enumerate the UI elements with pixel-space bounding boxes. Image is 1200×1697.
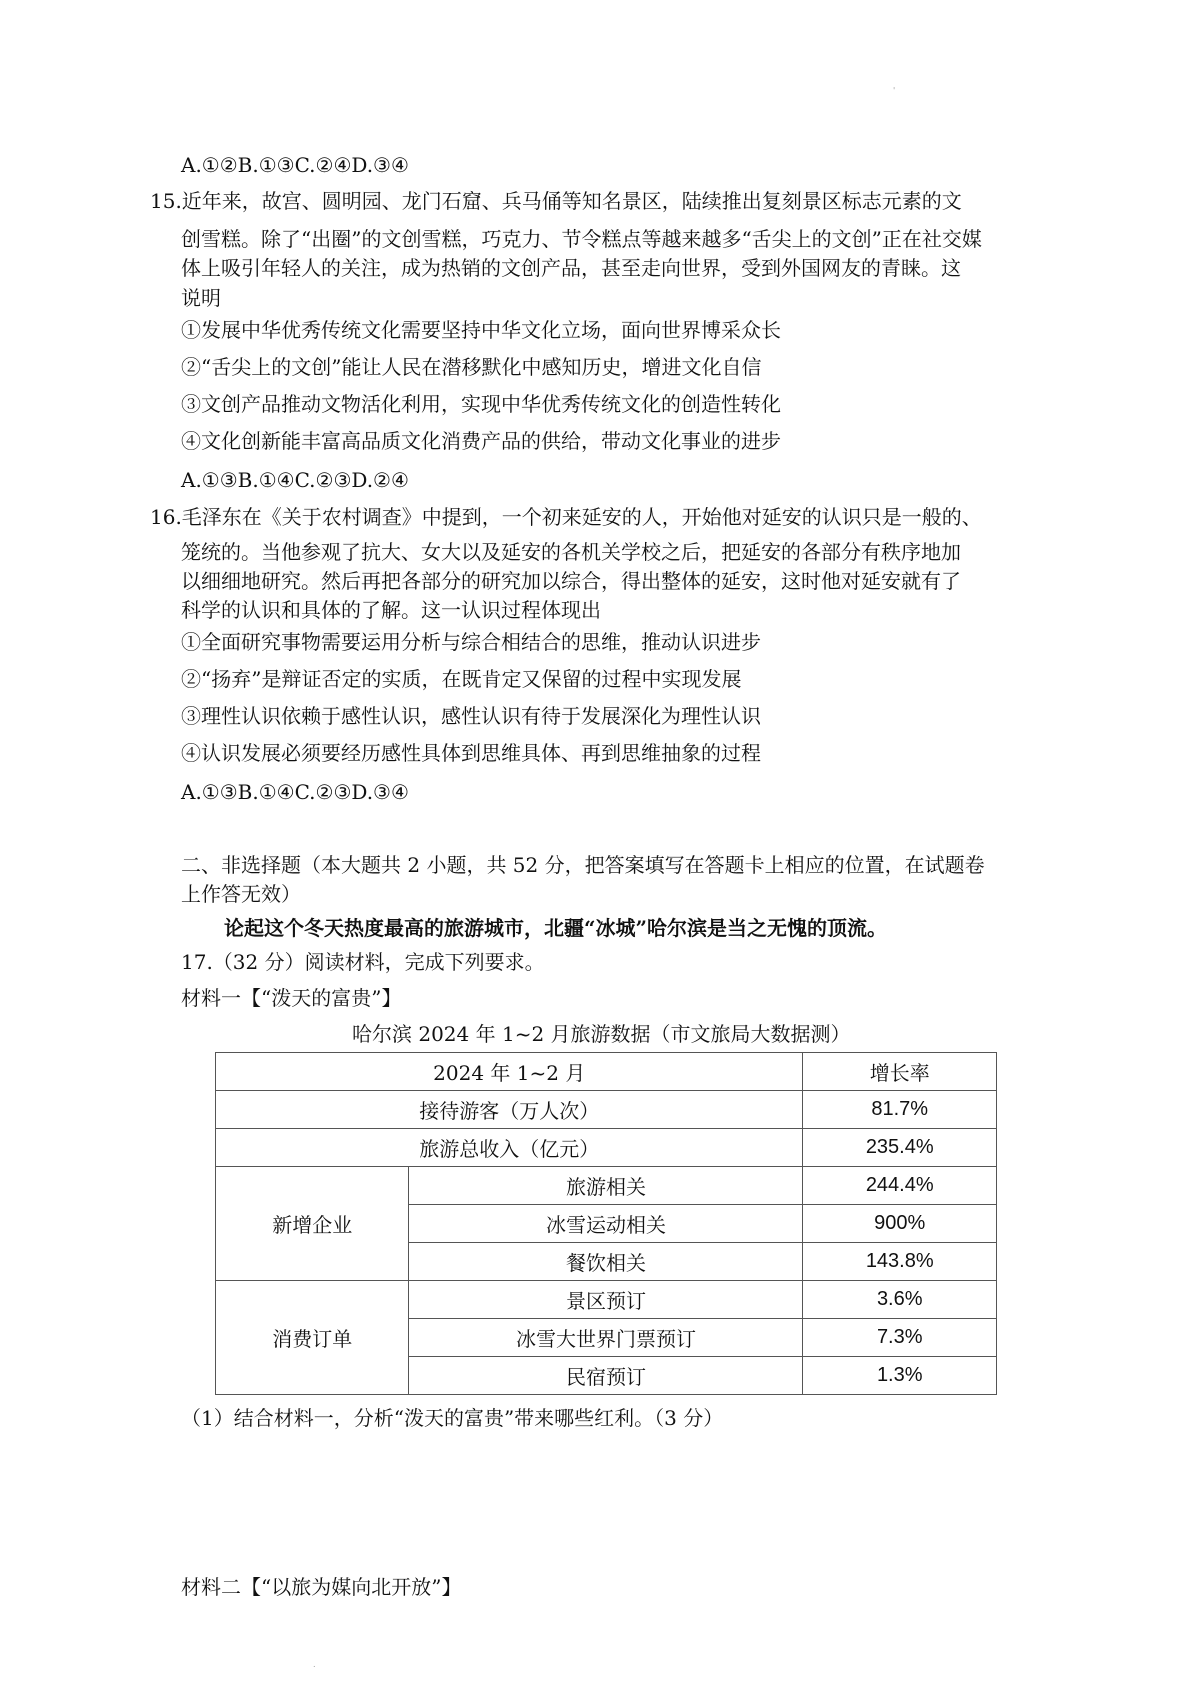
table-header-cell: 增长率: [803, 1053, 997, 1091]
section2-intro: 论起这个冬天热度最高的旅游城市，北疆“冰城”哈尔滨是当之无愧的顶流。: [224, 916, 888, 940]
q16-stem-line: 笼统的。当他参观了抗大、女大以及延安的各机关学校之后，把延安的各部分有秩序地加: [181, 540, 961, 564]
table-value-cell: 900%: [803, 1205, 997, 1243]
q15-options: A.①③B.①④C.②③D.②④: [181, 468, 409, 492]
material1-title: 材料一【“泼天的富贵”】: [181, 986, 402, 1010]
q15-item: ②“舌尖上的文创”能让人民在潜移默化中感知历史，增进文化自信: [181, 355, 762, 379]
q16-item: ③理性认识依赖于感性认识，感性认识有待于发展深化为理性认识: [181, 704, 761, 728]
table-value-cell: 7.3%: [803, 1319, 997, 1357]
table-label-cell: 冰雪大世界门票预订: [409, 1319, 803, 1357]
table-value-cell: 1.3%: [803, 1357, 997, 1395]
table-label-cell: 餐饮相关: [409, 1243, 803, 1281]
q15-item: ①发展中华优秀传统文化需要坚持中华文化立场，面向世界博采众长: [181, 318, 781, 342]
table-label-cell: 景区预订: [409, 1281, 803, 1319]
table-row: [216, 1281, 997, 1319]
section2-heading: 上作答无效）: [181, 882, 301, 906]
q15-stem-line: 创雪糕。除了“出圈”的文创雪糕，巧克力、节令糕点等越来越多“舌尖上的文创”正在社交媒: [181, 227, 982, 251]
table-value-cell: 3.6%: [803, 1281, 997, 1319]
q15-item: ④文化创新能丰富高品质文化消费产品的供给，带动文化事业的进步: [181, 429, 781, 453]
table-caption: 哈尔滨 2024 年 1~2 月旅游数据（市文旅局大数据测）: [352, 1022, 851, 1046]
material2-title: 材料二【“以旅为媒向北开放”】: [181, 1575, 462, 1599]
sub-question-1: （1）结合材料一，分析“泼天的富贵”带来哪些红利。（3 分）: [181, 1406, 724, 1430]
q16-stem-line: 以细细地研究。然后再把各部分的研究加以综合，得出整体的延安，这时他对延安就有了: [181, 569, 961, 593]
q15-stem-line: 说明: [181, 286, 221, 310]
table-label-cell: 旅游总收入（亿元）: [216, 1129, 803, 1167]
q14-options: A.①②B.①③C.②④D.③④: [181, 153, 409, 177]
q16-options: A.①③B.①④C.②③D.③④: [181, 780, 409, 804]
table-label-cell: 接待游客（万人次）: [216, 1091, 803, 1129]
table-group-cell: 消费订单: [216, 1281, 409, 1395]
table-label-cell: 冰雪运动相关: [409, 1205, 803, 1243]
q15-item: ③文创产品推动文物活化利用，实现中华优秀传统文化的创造性转化: [181, 392, 781, 416]
table-value-cell: 143.8%: [803, 1243, 997, 1281]
table-header-row: [216, 1053, 997, 1091]
table-value-cell: 244.4%: [803, 1167, 997, 1205]
scan-speck: ': [893, 86, 896, 95]
table-value-cell: 81.7%: [803, 1091, 997, 1129]
table-value-cell: 235.4%: [803, 1129, 997, 1167]
tourism-data-table: [215, 1052, 997, 1395]
scan-speck: .: [313, 1660, 316, 1669]
q16-stem-line: 科学的认识和具体的了解。这一认识过程体现出: [181, 598, 601, 622]
q15-stem-line: 体上吸引年轻人的关注，成为热销的文创产品，甚至走向世界，受到外国网友的青睐。这: [181, 256, 961, 280]
table-row: [216, 1167, 997, 1205]
table-label-cell: 旅游相关: [409, 1167, 803, 1205]
q16-stem-line: 16.毛泽东在《关于农村调查》中提到，一个初来延安的人，开始他对延安的认识只是一般的、: [150, 505, 982, 529]
q17-title: 17.（32 分）阅读材料，完成下列要求。: [181, 950, 545, 974]
table-group-cell: 新增企业: [216, 1167, 409, 1281]
q15-stem-line: 15.近年来，故宫、圆明园、龙门石窟、兵马俑等知名景区，陆续推出复刻景区标志元素的文: [150, 189, 962, 213]
table-header-cell: 2024 年 1~2 月: [216, 1053, 803, 1091]
q16-item: ①全面研究事物需要运用分析与综合相结合的思维，推动认识进步: [181, 630, 761, 654]
table-row: [216, 1129, 997, 1167]
section2-heading: 二、非选择题（本大题共 2 小题，共 52 分，把答案填写在答题卡上相应的位置，在试题卷: [181, 853, 985, 877]
q16-item: ②“扬弃”是辩证否定的实质，在既肯定又保留的过程中实现发展: [181, 667, 742, 691]
table-row: [216, 1091, 997, 1129]
q16-item: ④认识发展必须要经历感性具体到思维具体、再到思维抽象的过程: [181, 741, 761, 765]
table-label-cell: 民宿预订: [409, 1357, 803, 1395]
